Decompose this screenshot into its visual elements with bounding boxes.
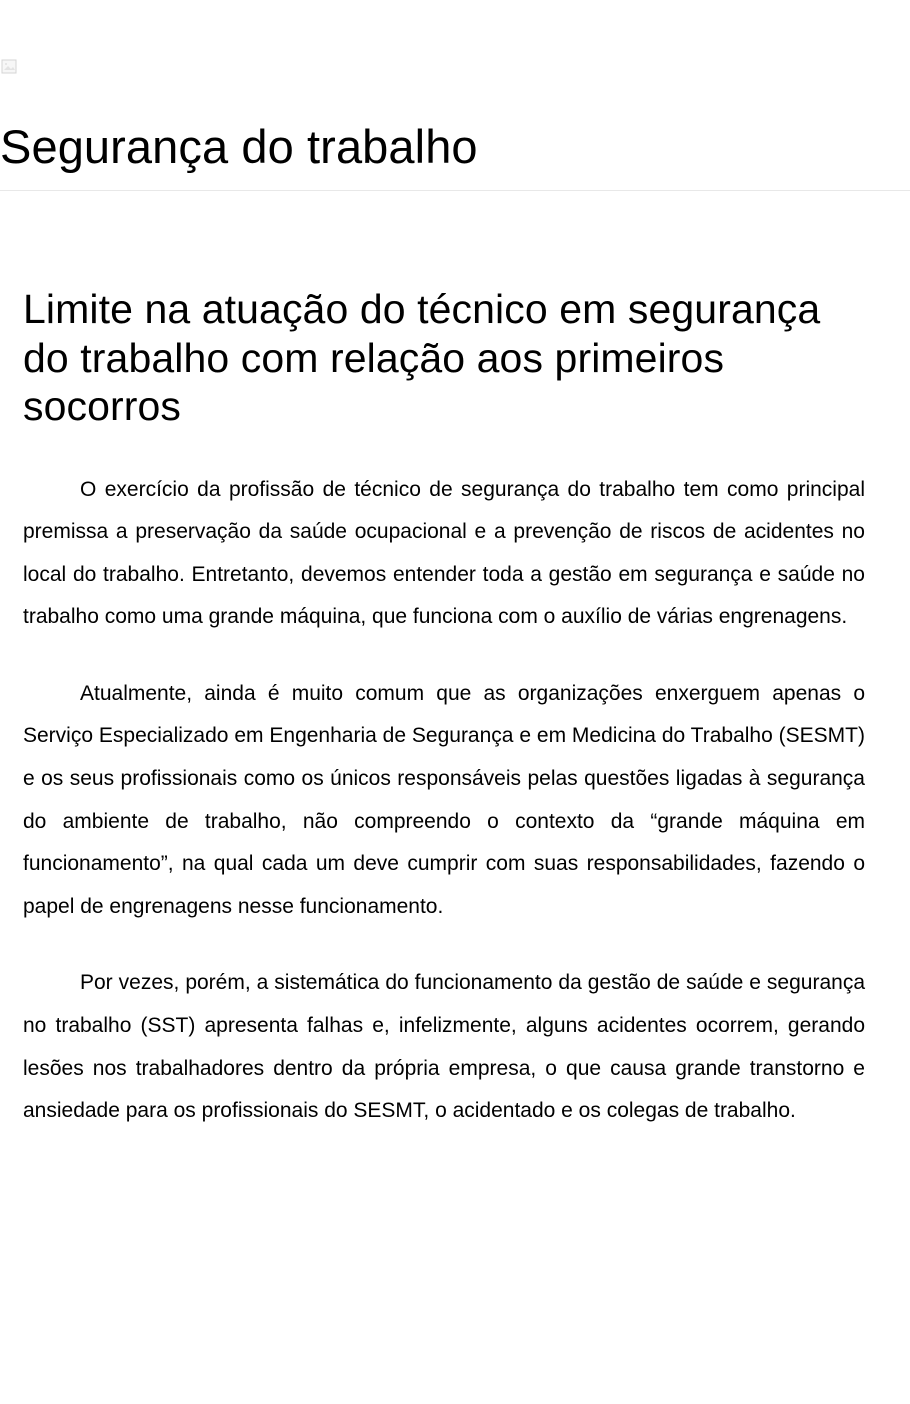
article-paragraph-2: Atualmente, ainda é muito comum que as organizações enxerguem apenas o Serviço Especializado em Engenharia de Segurança e em Medicina do Trabalho (SESMT) e os seus profissionais como os únicos responsáveis pelas questões ligadas à segurança do ambiente de trabalho, não compreendo o contexto da “grande máquina em funcionamento”, na qual cada um deve cumprir com suas responsabilidades, fazendo o papel de engrenagens nesse funcionamento.	[23, 681, 865, 918]
site-header	[0, 0, 910, 191]
article	[23, 285, 865, 1133]
broken-image-icon	[1, 58, 23, 78]
article-paragraph-3: Por vezes, porém, a sistemática do funcionamento da gestão de saúde e segurança no trabalho (SST) apresenta falhas e, infelizmente, alguns acidentes ocorrem, gerando lesões nos trabalhadores dentro da própria empresa, o que causa grande transtorno e ansiedade para os profissionais do SESMT, o acidentado e os colegas de trabalho.	[23, 971, 865, 1123]
article-title: Limite na atuação do técnico em segurança do trabalho com relação aos primeiros socorros	[23, 286, 821, 429]
article-paragraph-1: O exercício da profissão de técnico de segurança do trabalho tem como principal premissa a preservação da saúde ocupacional e a prevenção de riscos de acidentes no local do trabalho. Entretanto, devemos entender toda a gestão em segurança e saúde no trabalho como uma grande máquina, que funciona com o auxílio de várias engrenagens.	[23, 477, 865, 629]
site-title[interactable]: Segurança do trabalho	[0, 120, 478, 173]
